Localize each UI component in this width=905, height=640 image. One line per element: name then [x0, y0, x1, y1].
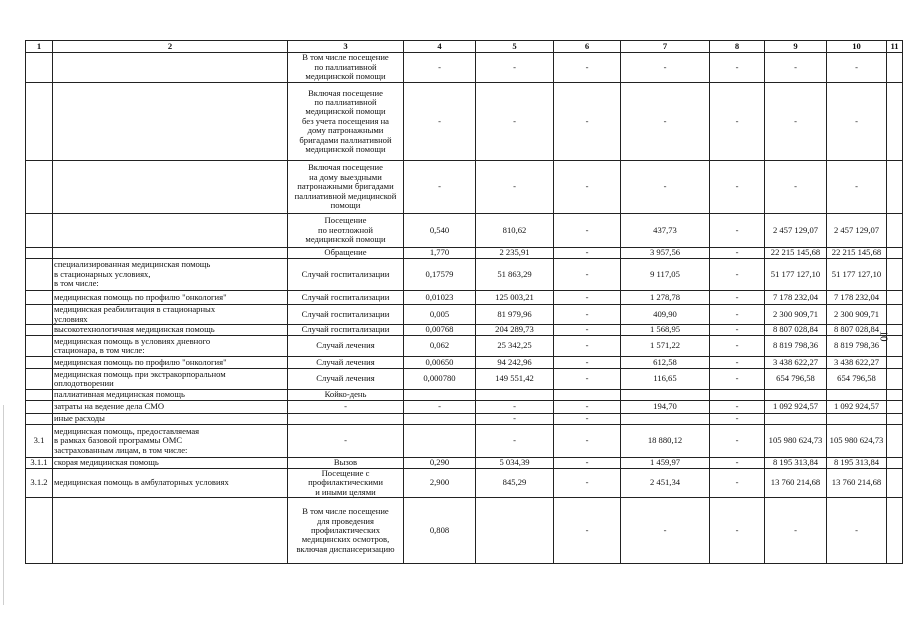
- cell-c11: [887, 458, 903, 469]
- cell-c1: [26, 161, 53, 214]
- cell-c4: 0,540: [404, 214, 476, 248]
- cell-c5: -: [476, 401, 554, 414]
- cell-c1: [26, 390, 53, 401]
- cell-c5: 810,62: [476, 214, 554, 248]
- cell-c6: -: [554, 469, 621, 498]
- table-row: [26, 498, 903, 564]
- cell-c7: 2 451,34: [621, 469, 710, 498]
- table-row: [26, 214, 903, 248]
- cell-c4: -: [404, 83, 476, 161]
- cell-c4: 1,770: [404, 248, 476, 259]
- cell-c5: 25 342,25: [476, 336, 554, 357]
- cell-c4: 0,17579: [404, 259, 476, 291]
- cell-c8: -: [710, 425, 765, 458]
- cell-c11: [887, 390, 903, 401]
- cell-c10: 2 300 909,71: [827, 305, 887, 325]
- cell-c6: -: [554, 83, 621, 161]
- table-row: [26, 369, 903, 390]
- cell-c2: медицинская помощь при экстракорпоральном оплодотворении: [53, 369, 288, 390]
- cell-c8: -: [710, 53, 765, 83]
- cell-c4: [404, 390, 476, 401]
- cell-c2: паллиативная медицинская помощь: [53, 390, 288, 401]
- table-row: [26, 458, 903, 469]
- cell-c1: [26, 214, 53, 248]
- cell-c11: [887, 259, 903, 291]
- cell-c6: -: [554, 357, 621, 369]
- cell-c3: Случай лечения: [288, 336, 404, 357]
- cell-c6: -: [554, 336, 621, 357]
- cell-c8: -: [710, 369, 765, 390]
- cell-c5: -: [476, 425, 554, 458]
- table-row: [26, 401, 903, 414]
- cell-c10: 654 796,58: [827, 369, 887, 390]
- cell-c1: [26, 401, 53, 414]
- cell-c7: 409,90: [621, 305, 710, 325]
- cell-c11: [887, 414, 903, 425]
- cell-c5: [476, 498, 554, 564]
- cell-c5: 5 034,39: [476, 458, 554, 469]
- cell-c8: -: [710, 401, 765, 414]
- cell-c9: 7 178 232,04: [765, 291, 827, 305]
- cell-c8: -: [710, 83, 765, 161]
- cell-c6: [554, 390, 621, 401]
- cell-c7: [621, 390, 710, 401]
- cell-c10: 51 177 127,10: [827, 259, 887, 291]
- cell-c6: -: [554, 369, 621, 390]
- cell-c2: медицинская помощь, предоставляемая в рамках базовой программы ОМС застрахованным лицам, в том числе:: [53, 425, 288, 458]
- header-cell: 3: [288, 41, 404, 53]
- cell-c7: 1 571,22: [621, 336, 710, 357]
- cell-c8: -: [710, 214, 765, 248]
- cell-c4: -: [404, 401, 476, 414]
- cell-c2: скорая медицинская помощь: [53, 458, 288, 469]
- cell-c7: 194,70: [621, 401, 710, 414]
- cell-c6: -: [554, 425, 621, 458]
- cell-c1: [26, 357, 53, 369]
- table-row: [26, 336, 903, 357]
- cell-c4: 0,000780: [404, 369, 476, 390]
- cell-c4: 0,808: [404, 498, 476, 564]
- cell-c7: 1 278,78: [621, 291, 710, 305]
- cell-c4: 0,290: [404, 458, 476, 469]
- cell-c3: Случай госпитализации: [288, 305, 404, 325]
- cell-c1: [26, 305, 53, 325]
- cell-c2: медицинская реабилитация в стационарных условиях: [53, 305, 288, 325]
- header-row: [26, 41, 903, 53]
- cell-c7: 437,73: [621, 214, 710, 248]
- cell-c10: 2 457 129,07: [827, 214, 887, 248]
- cell-c2: [53, 83, 288, 161]
- cell-c5: -: [476, 53, 554, 83]
- cell-c1: 3.1: [26, 425, 53, 458]
- cell-c10: 22 215 145,68: [827, 248, 887, 259]
- cell-c3: -: [288, 401, 404, 414]
- header-cell: 1: [26, 41, 53, 53]
- cell-c4: [404, 414, 476, 425]
- cell-c6: -: [554, 401, 621, 414]
- cell-c8: -: [710, 414, 765, 425]
- cell-c11: [887, 83, 903, 161]
- cell-c9: 2 300 909,71: [765, 305, 827, 325]
- cell-c7: -: [621, 161, 710, 214]
- cell-c11: [887, 425, 903, 458]
- cell-c5: 845,29: [476, 469, 554, 498]
- cell-c3: Случай лечения: [288, 357, 404, 369]
- table-row: [26, 325, 903, 336]
- cell-c1: 3.1.2: [26, 469, 53, 498]
- cell-c3: -: [288, 425, 404, 458]
- cell-c4: 0,005: [404, 305, 476, 325]
- cell-c4: [404, 425, 476, 458]
- header-cell: 10: [827, 41, 887, 53]
- budget-table: [25, 40, 903, 564]
- cell-c5: 149 551,42: [476, 369, 554, 390]
- cell-c8: -: [710, 498, 765, 564]
- cell-c11: [887, 498, 903, 564]
- cell-c8: -: [710, 357, 765, 369]
- cell-c1: [26, 498, 53, 564]
- cell-c10: 7 178 232,04: [827, 291, 887, 305]
- cell-c4: 2,900: [404, 469, 476, 498]
- cell-c7: 9 117,05: [621, 259, 710, 291]
- header-cell: 6: [554, 41, 621, 53]
- table-row: [26, 248, 903, 259]
- cell-c4: 0,00650: [404, 357, 476, 369]
- table-row: [26, 425, 903, 458]
- cell-c9: 654 796,58: [765, 369, 827, 390]
- cell-c9: 8 819 798,36: [765, 336, 827, 357]
- cell-c2: специализированная медицинская помощь в стационарных условиях, в том числе:: [53, 259, 288, 291]
- cell-c6: -: [554, 305, 621, 325]
- cell-c9: 8 195 313,84: [765, 458, 827, 469]
- cell-c6: -: [554, 214, 621, 248]
- cell-c10: 8 195 313,84: [827, 458, 887, 469]
- cell-c11: [887, 357, 903, 369]
- cell-c3: В том числе посещение по паллиативной медицинской помощи: [288, 53, 404, 83]
- cell-c4: 0,00768: [404, 325, 476, 336]
- cell-c10: -: [827, 498, 887, 564]
- cell-c11: [887, 53, 903, 83]
- cell-c4: 0,062: [404, 336, 476, 357]
- cell-c10: 3 438 622,27: [827, 357, 887, 369]
- cell-c6: -: [554, 325, 621, 336]
- table-row: [26, 83, 903, 161]
- cell-c6: -: [554, 414, 621, 425]
- table-row: [26, 161, 903, 214]
- cell-c2: высокотехнологичная медицинская помощь: [53, 325, 288, 336]
- cell-c3: Случай госпитализации: [288, 325, 404, 336]
- cell-c7: [621, 414, 710, 425]
- cell-c2: [53, 53, 288, 83]
- cell-c6: -: [554, 458, 621, 469]
- cell-c10: 13 760 214,68: [827, 469, 887, 498]
- cell-c6: -: [554, 498, 621, 564]
- cell-c9: -: [765, 498, 827, 564]
- cell-c3: Случай госпитализации: [288, 291, 404, 305]
- table-row: [26, 305, 903, 325]
- cell-c7: 612,58: [621, 357, 710, 369]
- cell-c4: -: [404, 53, 476, 83]
- cell-c1: [26, 291, 53, 305]
- cell-c1: [26, 414, 53, 425]
- header-cell: 11: [887, 41, 903, 53]
- cell-c1: [26, 259, 53, 291]
- cell-c9: 105 980 624,73: [765, 425, 827, 458]
- header-cell: 4: [404, 41, 476, 53]
- cell-c3: Включая посещение по паллиативной медицинской помощи без учета посещения на дому патронажными бригадами паллиативной медицинской помощи: [288, 83, 404, 161]
- cell-c10: [827, 414, 887, 425]
- table-row: [26, 259, 903, 291]
- cell-c4: -: [404, 161, 476, 214]
- cell-c8: -: [710, 248, 765, 259]
- cell-c10: 8 807 028,84: [827, 325, 887, 336]
- cell-c11: [887, 214, 903, 248]
- cell-c10: 1 092 924,57: [827, 401, 887, 414]
- cell-c10: -: [827, 161, 887, 214]
- cell-c9: [765, 414, 827, 425]
- cell-c7: -: [621, 53, 710, 83]
- header-cell: 7: [621, 41, 710, 53]
- table-row: [26, 414, 903, 425]
- cell-c10: 8 819 798,36: [827, 336, 887, 357]
- table-row: [26, 357, 903, 369]
- cell-c9: -: [765, 83, 827, 161]
- cell-c4: 0,01023: [404, 291, 476, 305]
- cell-c5: -: [476, 161, 554, 214]
- cell-c2: медицинская помощь по профилю "онкология": [53, 357, 288, 369]
- cell-c2: иные расходы: [53, 414, 288, 425]
- table-row: [26, 291, 903, 305]
- cell-c3: В том числе посещение для проведения профилактических медицинских осмотров, включая диспансеризацию: [288, 498, 404, 564]
- cell-c9: 13 760 214,68: [765, 469, 827, 498]
- cell-c2: медицинская помощь в амбулаторных условиях: [53, 469, 288, 498]
- cell-c2: медицинская помощь в условиях дневного стационара, в том числе:: [53, 336, 288, 357]
- cell-c1: [26, 53, 53, 83]
- cell-c7: -: [621, 83, 710, 161]
- cell-c10: -: [827, 83, 887, 161]
- cell-c5: 94 242,96: [476, 357, 554, 369]
- cell-c11: [887, 248, 903, 259]
- cell-c10: [827, 390, 887, 401]
- cell-c11: [887, 161, 903, 214]
- header-cell: 8: [710, 41, 765, 53]
- cell-c7: 1 459,97: [621, 458, 710, 469]
- table-row: [26, 469, 903, 498]
- cell-c9: 8 807 028,84: [765, 325, 827, 336]
- cell-c8: -: [710, 469, 765, 498]
- cell-c6: -: [554, 259, 621, 291]
- cell-c2: [53, 214, 288, 248]
- cell-c9: -: [765, 161, 827, 214]
- cell-c5: 125 003,21: [476, 291, 554, 305]
- cell-c8: -: [710, 458, 765, 469]
- header-cell: 5: [476, 41, 554, 53]
- cell-c2: [53, 498, 288, 564]
- cell-c8: -: [710, 305, 765, 325]
- cell-c8: -: [710, 325, 765, 336]
- cell-c8: -: [710, 259, 765, 291]
- cell-c8: -: [710, 161, 765, 214]
- cell-c11: [887, 291, 903, 305]
- cell-c6: -: [554, 53, 621, 83]
- cell-c9: 3 438 622,27: [765, 357, 827, 369]
- cell-c1: [26, 248, 53, 259]
- cell-c7: 18 880,12: [621, 425, 710, 458]
- cell-c6: -: [554, 291, 621, 305]
- cell-c5: 81 979,96: [476, 305, 554, 325]
- cell-c7: 1 568,95: [621, 325, 710, 336]
- cell-c5: [476, 390, 554, 401]
- header-cell: 2: [53, 41, 288, 53]
- cell-c1: [26, 325, 53, 336]
- header-cell: 9: [765, 41, 827, 53]
- cell-c9: -: [765, 53, 827, 83]
- cell-c5: -: [476, 83, 554, 161]
- cell-c3: Случай лечения: [288, 369, 404, 390]
- cell-c9: 1 092 924,57: [765, 401, 827, 414]
- cell-c11: [887, 369, 903, 390]
- cell-c3: Посещение с профилактическими и иными целями: [288, 469, 404, 498]
- cell-c2: [53, 248, 288, 259]
- table-row: [26, 53, 903, 83]
- cell-c11: [887, 401, 903, 414]
- margin-line: [3, 405, 4, 605]
- cell-c3: Случай госпитализации: [288, 259, 404, 291]
- cell-c1: [26, 336, 53, 357]
- cell-c1: [26, 83, 53, 161]
- cell-c5: 2 235,91: [476, 248, 554, 259]
- cell-c3: [288, 414, 404, 425]
- cell-c1: [26, 369, 53, 390]
- cell-c10: 105 980 624,73: [827, 425, 887, 458]
- cell-c3: Койко-день: [288, 390, 404, 401]
- cell-c8: -: [710, 336, 765, 357]
- cell-c11: [887, 305, 903, 325]
- cell-c3: Обращение: [288, 248, 404, 259]
- cell-c3: Посещение по неотложной медицинской помощи: [288, 214, 404, 248]
- cell-c2: [53, 161, 288, 214]
- page-number: 10: [877, 330, 890, 342]
- cell-c5: -: [476, 414, 554, 425]
- cell-c2: медицинская помощь по профилю "онкология": [53, 291, 288, 305]
- cell-c7: 116,65: [621, 369, 710, 390]
- cell-c5: 51 863,29: [476, 259, 554, 291]
- cell-c9: 51 177 127,10: [765, 259, 827, 291]
- table-row: [26, 390, 903, 401]
- cell-c8: [710, 390, 765, 401]
- cell-c7: 3 957,56: [621, 248, 710, 259]
- cell-c5: 204 289,73: [476, 325, 554, 336]
- cell-c11: [887, 469, 903, 498]
- cell-c3: Включая посещение на дому выездными патронажными бригадами паллиативной медицинской помощи: [288, 161, 404, 214]
- cell-c6: -: [554, 248, 621, 259]
- cell-c10: -: [827, 53, 887, 83]
- cell-c9: [765, 390, 827, 401]
- cell-c1: 3.1.1: [26, 458, 53, 469]
- cell-c6: -: [554, 161, 621, 214]
- cell-c9: 2 457 129,07: [765, 214, 827, 248]
- cell-c3: Вызов: [288, 458, 404, 469]
- cell-c9: 22 215 145,68: [765, 248, 827, 259]
- cell-c8: -: [710, 291, 765, 305]
- cell-c2: затраты на ведение дела СМО: [53, 401, 288, 414]
- cell-c7: -: [621, 498, 710, 564]
